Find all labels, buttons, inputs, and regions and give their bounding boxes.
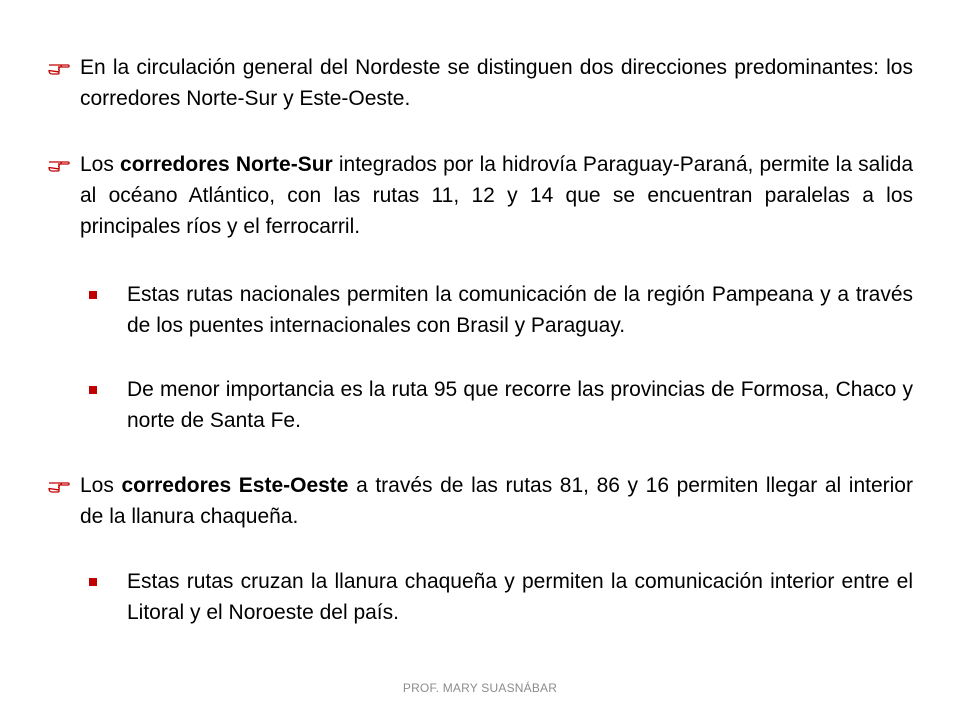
footer-author: PROF. MARY SUASNÁBAR — [402, 681, 558, 695]
bullet-item — [80, 470, 913, 532]
bullet-text-part: Los — [80, 153, 121, 176]
bullet-text-part: Estas rutas cruzan la llanura chaqueña y permiten la comunicación interior entre el Litoral y el Noroeste del país. — [127, 570, 913, 624]
bullet-text-part: De menor importancia es la ruta 95 que recorre las provincias de Formosa, Chaco y norte de Santa Fe. — [127, 378, 913, 432]
bullet-item — [80, 149, 913, 242]
bullet-text-part: integrados por la hidrovía Paraguay-Paraná, permite la salida al océano Atlántico, con las rutas 11, 12 y 14 que se encuentran paralelas a los principales ríos y el ferrocarril. — [80, 153, 914, 238]
bullet-text-part: a través de las rutas 81, 86 y 16 permiten llegar al interior de la llanura chaqueña. — [80, 474, 913, 528]
bullet-text — [80, 149, 913, 242]
bullet-item — [80, 52, 913, 114]
bullet-text — [80, 52, 913, 114]
square-bullet-icon — [89, 386, 97, 394]
bullet-text-bold: corredores Este-Oeste — [121, 474, 349, 497]
bullet-text — [127, 374, 913, 436]
bullet-text-part: Estas rutas nacionales permiten la comunicación de la región Pampeana y a través de los puentes internacionales con Brasil y Paraguay. — [127, 283, 913, 337]
sub-bullet-item — [127, 279, 913, 341]
sub-bullet-item — [127, 374, 913, 436]
pointing-hand-icon — [48, 476, 70, 496]
bullet-text — [127, 279, 913, 341]
bullet-text — [127, 566, 913, 628]
bullet-text-part: Los — [80, 474, 122, 497]
pointing-hand-icon — [48, 58, 70, 78]
bullet-text — [80, 470, 913, 532]
bullet-text-bold: corredores Norte-Sur — [120, 153, 333, 176]
sub-bullet-item — [127, 566, 913, 628]
square-bullet-icon — [89, 291, 97, 299]
bullet-text-part: En la circulación general del Nordeste se distinguen dos direcciones predominantes: los corredores Norte-Sur y Este-Oeste. — [80, 56, 913, 110]
pointing-hand-icon — [48, 155, 70, 175]
square-bullet-icon — [89, 578, 97, 586]
